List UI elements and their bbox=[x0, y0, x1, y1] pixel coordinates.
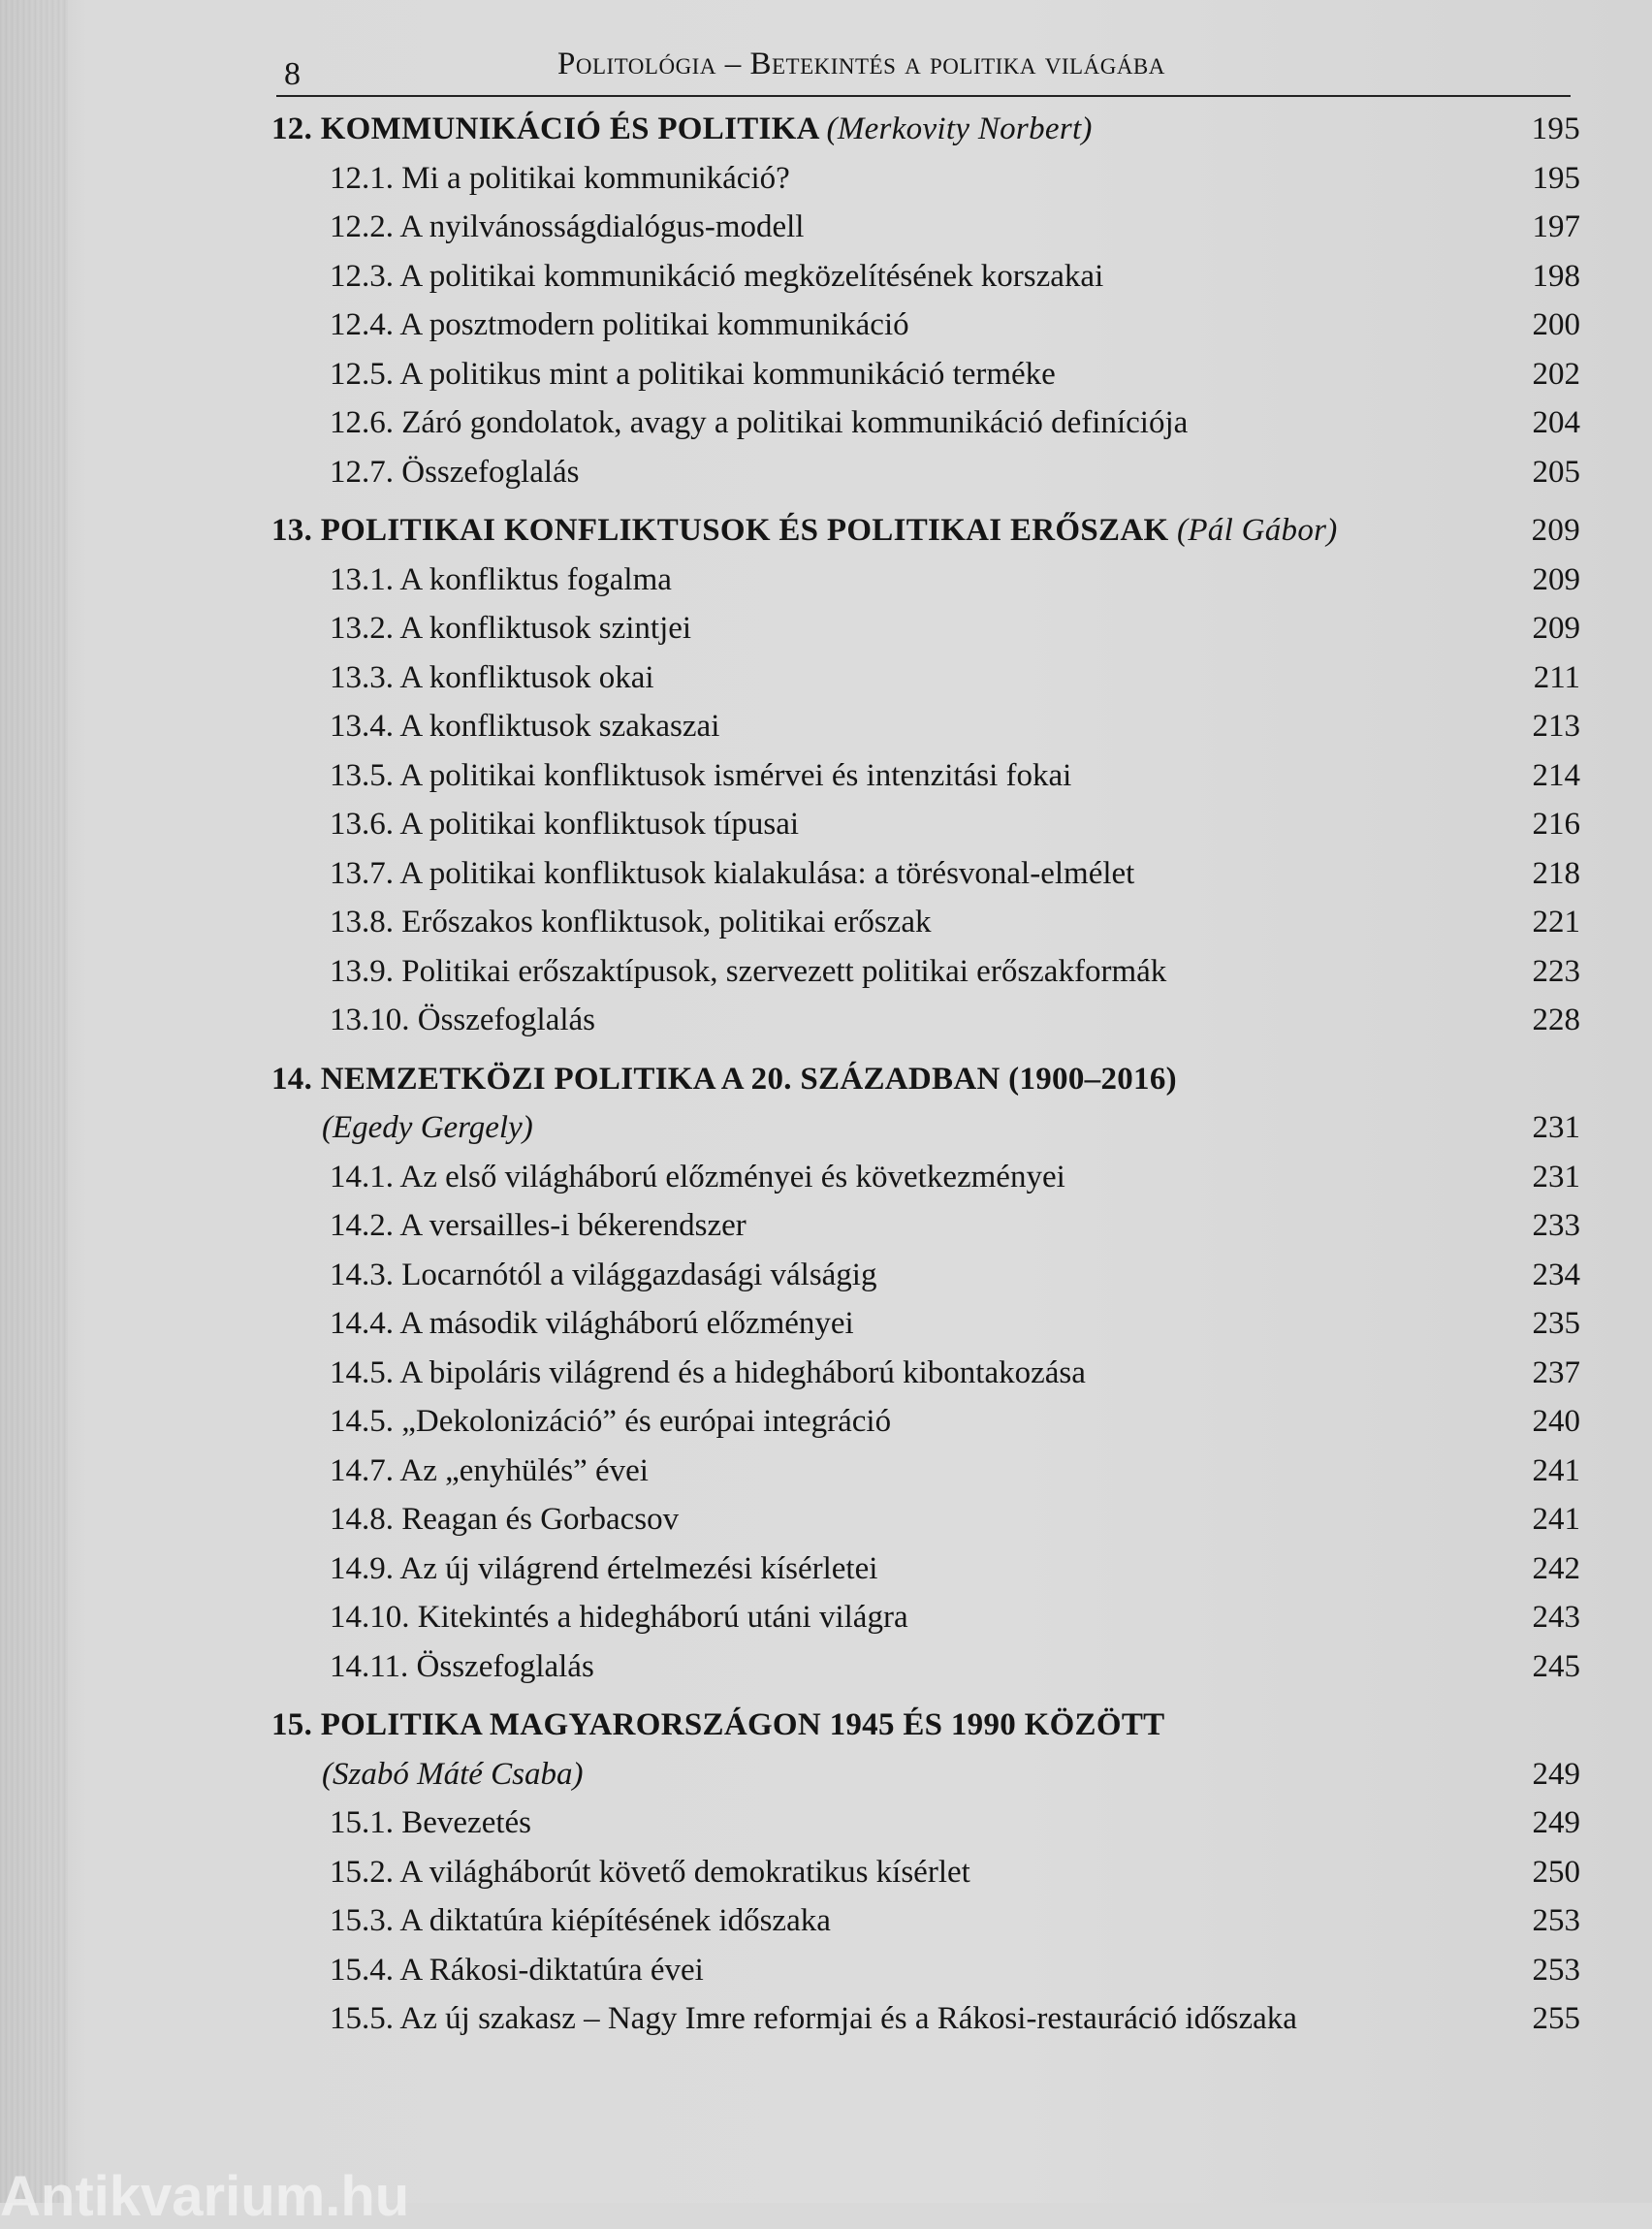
toc-entry bbox=[271, 398, 1580, 448]
page-ref: 255 bbox=[1532, 2001, 1580, 2036]
toc-entry-label: 12.1. Mi a politikai kommunikáció? bbox=[330, 160, 790, 196]
toc-entry bbox=[271, 653, 1580, 703]
chapter-title: 13. POLITIKAI KONFLIKTUSOK ÉS POLITIKAI ERŐSZAK bbox=[271, 513, 1169, 548]
toc-entry bbox=[271, 947, 1580, 997]
toc-entry bbox=[271, 1447, 1580, 1496]
toc-entry bbox=[271, 252, 1580, 302]
chapter-title: 14. NEMZETKÖZI POLITIKA A 20. SZÁZADBAN (1900–2016) bbox=[271, 1061, 1177, 1097]
toc-entry bbox=[271, 1799, 1580, 1848]
toc-entry-label: 13.2. A konfliktusok szintjei bbox=[330, 611, 692, 646]
toc-entry-label: 14.1. Az első világháború előzményei és következményei bbox=[330, 1159, 1065, 1194]
page-ref: 195 bbox=[1531, 111, 1580, 146]
page-ref: 241 bbox=[1532, 1502, 1580, 1537]
toc-entry bbox=[271, 1251, 1580, 1300]
chapter-author: (Egedy Gergely) bbox=[322, 1110, 533, 1145]
toc-entry-label: 13.4. A konfliktusok szakaszai bbox=[330, 709, 720, 744]
toc-entry bbox=[271, 1642, 1580, 1692]
chapter-title: 12. KOMMUNIKÁCIÓ ÉS POLITIKA bbox=[271, 111, 818, 146]
toc-entry bbox=[271, 1201, 1580, 1251]
page-ref: 221 bbox=[1532, 905, 1580, 939]
toc-entry bbox=[271, 1299, 1580, 1349]
page-ref: 216 bbox=[1532, 807, 1580, 842]
toc-entry bbox=[271, 849, 1580, 899]
toc-entry-label: 14.5. „Dekolonizáció” és európai integráció bbox=[330, 1404, 892, 1439]
toc-entry-label: 12.2. A nyilvánosságdialógus-modell bbox=[330, 209, 805, 244]
toc-entry bbox=[271, 1153, 1580, 1202]
chapter-12 bbox=[271, 105, 1580, 496]
toc-entry bbox=[271, 1896, 1580, 1946]
toc-entry-label: 14.8. Reagan és Gorbacsov bbox=[330, 1502, 680, 1537]
toc-entry-label: 13.7. A politikai konfliktusok kialakulása: a törésvonal-elmélet bbox=[330, 855, 1135, 891]
chapter-heading bbox=[271, 105, 1580, 154]
page-ref: 241 bbox=[1532, 1452, 1580, 1488]
toc-entry-label: 13.10. Összefoglalás bbox=[330, 1003, 596, 1037]
toc-entry bbox=[271, 1848, 1580, 1897]
chapter-heading bbox=[271, 1701, 1580, 1750]
page-number: 8 bbox=[284, 56, 301, 92]
toc-entry-label: 13.1. A konfliktus fogalma bbox=[330, 561, 672, 597]
chapter-heading bbox=[271, 506, 1580, 556]
toc-entry-label: 15.5. Az új szakasz – Nagy Imre reformjai és a Rákosi-restauráció időszaka bbox=[330, 2001, 1297, 2036]
toc-entry bbox=[271, 1495, 1580, 1544]
page-ref: 231 bbox=[1532, 1110, 1580, 1145]
page-ref: 209 bbox=[1532, 611, 1580, 646]
toc-entry bbox=[271, 1946, 1580, 1995]
page-ref: 213 bbox=[1532, 709, 1580, 744]
running-header bbox=[276, 39, 1575, 107]
page-ref: 249 bbox=[1532, 1756, 1580, 1792]
page-ref: 240 bbox=[1532, 1404, 1580, 1439]
toc-entry bbox=[271, 800, 1580, 849]
toc-entry-label: 14.5. A bipoláris világrend és a hidegháború kibontakozása bbox=[330, 1354, 1086, 1390]
toc-entry bbox=[271, 301, 1580, 350]
page-ref: 233 bbox=[1532, 1208, 1580, 1243]
page-ref: 202 bbox=[1532, 356, 1580, 392]
toc-entry bbox=[271, 154, 1580, 204]
page-ref: 243 bbox=[1532, 1600, 1580, 1635]
chapter-title: 15. POLITIKA MAGYARORSZÁGON 1945 ÉS 1990 KÖZÖTT bbox=[271, 1707, 1165, 1742]
toc-entry-label: 13.9. Politikai erőszaktípusok, szervezett politikai erőszakformák bbox=[330, 953, 1167, 989]
toc-entry-label: 13.3. A konfliktusok okai bbox=[330, 659, 654, 695]
page-ref: 253 bbox=[1532, 1952, 1580, 1988]
toc-entry bbox=[271, 350, 1580, 399]
toc-entry bbox=[271, 448, 1580, 497]
toc-entry-label: 12.5. A politikus mint a politikai kommunikáció terméke bbox=[330, 356, 1056, 392]
page-ref: 234 bbox=[1532, 1257, 1580, 1292]
watermark: Antikvarium.hu bbox=[0, 2165, 410, 2228]
header-rule bbox=[276, 95, 1571, 97]
page-ref: 205 bbox=[1532, 454, 1580, 490]
page-ref: 198 bbox=[1532, 258, 1580, 294]
chapter-author: (Pál Gábor) bbox=[1177, 513, 1338, 548]
toc-entry bbox=[271, 1397, 1580, 1447]
toc-entry-label: 13.8. Erőszakos konfliktusok, politikai erőszak bbox=[330, 905, 932, 939]
toc-entry-label: 12.7. Összefoglalás bbox=[330, 454, 580, 490]
toc-entry bbox=[271, 604, 1580, 653]
page-ref: 214 bbox=[1532, 757, 1580, 793]
chapter-15 bbox=[271, 1701, 1580, 2044]
toc-entry-label: 12.6. Záró gondolatok, avagy a politikai kommunikáció definíciója bbox=[330, 405, 1189, 440]
page-ref: 231 bbox=[1532, 1159, 1580, 1194]
chapter-13 bbox=[271, 506, 1580, 1045]
toc-entry-label: 15.4. A Rákosi-diktatúra évei bbox=[330, 1952, 704, 1988]
page-ref: 242 bbox=[1532, 1550, 1580, 1586]
chapter-author-line bbox=[271, 1750, 1580, 1799]
page-edge-shadow bbox=[0, 0, 68, 2203]
page-ref: 209 bbox=[1532, 561, 1580, 597]
table-of-contents bbox=[271, 105, 1580, 2054]
toc-entry-label: 14.9. Az új világrend értelmezési kísérletei bbox=[330, 1550, 878, 1586]
toc-entry bbox=[271, 898, 1580, 947]
page-ref: 223 bbox=[1532, 953, 1580, 989]
toc-entry-label: 12.3. A politikai kommunikáció megközelítésének korszakai bbox=[330, 258, 1104, 294]
page-ref: 228 bbox=[1532, 1003, 1580, 1037]
page-ref: 250 bbox=[1532, 1854, 1580, 1890]
chapter-heading bbox=[271, 1055, 1580, 1104]
toc-entry bbox=[271, 1593, 1580, 1642]
toc-entry-label: 14.11. Összefoglalás bbox=[330, 1648, 594, 1684]
page-ref: 218 bbox=[1532, 855, 1580, 891]
chapter-author: (Merkovity Norbert) bbox=[826, 111, 1093, 146]
page-ref: 209 bbox=[1531, 513, 1580, 548]
page-ref: 211 bbox=[1533, 659, 1580, 695]
toc-entry-label: 15.2. A világháborút követő demokratikus kísérlet bbox=[330, 1854, 970, 1890]
toc-entry bbox=[271, 203, 1580, 252]
page-ref: 235 bbox=[1532, 1306, 1580, 1341]
toc-entry-label: 15.3. A diktatúra kiépítésének időszaka bbox=[330, 1903, 831, 1938]
page-ref: 245 bbox=[1532, 1648, 1580, 1684]
toc-entry-label: 14.2. A versailles-i békerendszer bbox=[330, 1208, 747, 1243]
page-ref: 237 bbox=[1532, 1354, 1580, 1390]
toc-entry bbox=[271, 1544, 1580, 1594]
toc-entry-label: 13.5. A politikai konfliktusok ismérvei és intenzitási fokai bbox=[330, 757, 1072, 793]
page-ref: 197 bbox=[1532, 209, 1580, 244]
running-title: Politológia – Betekintés a politika világába bbox=[557, 47, 1165, 81]
toc-entry-label: 12.4. A posztmodern politikai kommunikáció bbox=[330, 307, 909, 342]
page-ref: 200 bbox=[1532, 307, 1580, 342]
page-ref: 253 bbox=[1532, 1903, 1580, 1938]
toc-entry bbox=[271, 996, 1580, 1045]
page-ref: 249 bbox=[1532, 1805, 1580, 1840]
toc-entry bbox=[271, 1349, 1580, 1398]
toc-entry-label: 14.10. Kitekintés a hidegháború utáni világra bbox=[330, 1600, 908, 1635]
toc-entry bbox=[271, 556, 1580, 605]
toc-entry-label: 14.7. Az „enyhülés” évei bbox=[330, 1452, 649, 1488]
page-ref: 204 bbox=[1532, 405, 1580, 440]
toc-entry bbox=[271, 751, 1580, 801]
toc-entry bbox=[271, 1994, 1580, 2044]
toc-entry-label: 15.1. Bevezetés bbox=[330, 1805, 532, 1840]
chapter-author-line bbox=[271, 1103, 1580, 1153]
toc-entry bbox=[271, 702, 1580, 751]
page-ref: 195 bbox=[1532, 160, 1580, 196]
toc-entry-label: 14.4. A második világháború előzményei bbox=[330, 1306, 854, 1341]
toc-entry-label: 14.3. Locarnótól a világgazdasági válságig bbox=[330, 1257, 877, 1292]
chapter-author: (Szabó Máté Csaba) bbox=[322, 1756, 584, 1792]
toc-entry-label: 13.6. A politikai konfliktusok típusai bbox=[330, 807, 800, 842]
chapter-14 bbox=[271, 1055, 1580, 1692]
